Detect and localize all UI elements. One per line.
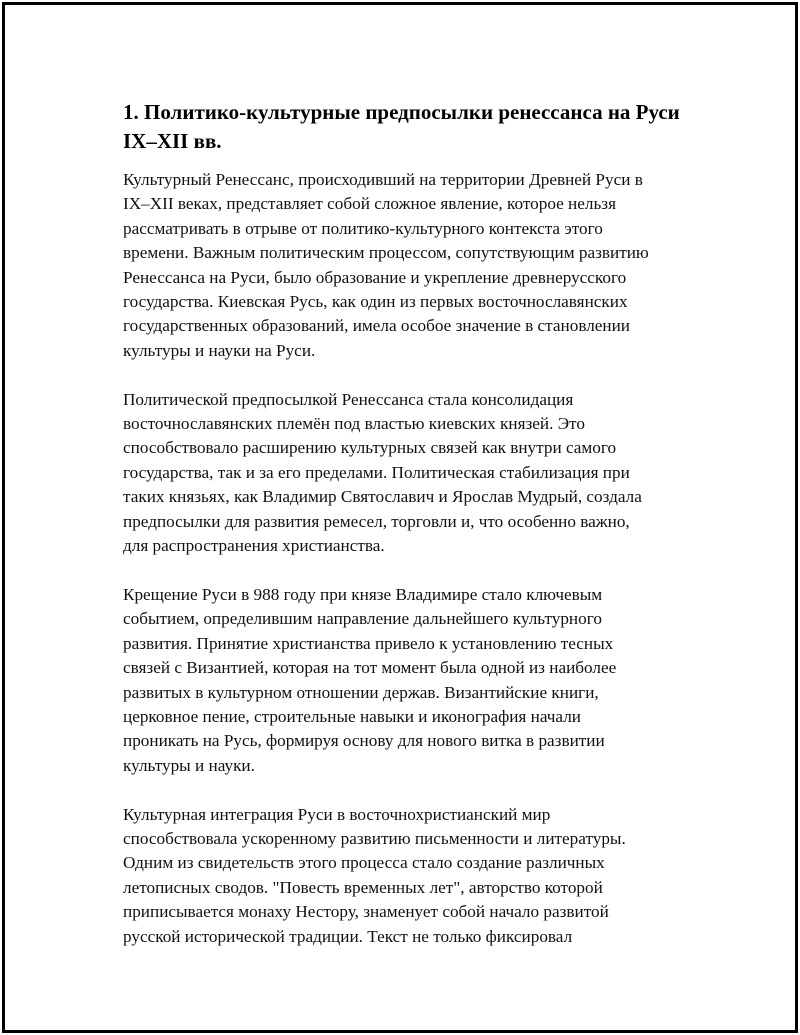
- text-line: Политической предпосылкой Ренессанса стала консолидация: [123, 389, 574, 409]
- paragraph: [123, 583, 693, 778]
- text-line: способствовала ускоренному развитию письменности и литературы.: [123, 828, 626, 848]
- text-line: культуры и науки.: [123, 755, 255, 775]
- heading-line: 1. Политико-культурные предпосылки ренессанса на Руси: [123, 100, 680, 124]
- text-line: проникать на Русь, формируя основу для нового витка в развитии: [123, 731, 605, 751]
- text-line: событием, определившим направление дальнейшего культурного: [123, 609, 602, 629]
- text-line: восточнославянских племён под властью киевских князей. Это: [123, 414, 585, 434]
- page-frame: [2, 2, 798, 1033]
- text-line: IX–XII веках, представляет собой сложное явление, которое нельзя: [123, 194, 616, 214]
- text-line: летописных сводов. "Повесть временных лет", авторство которой: [123, 877, 603, 897]
- text-line: развитых в культурном отношении держав. Византийские книги,: [123, 682, 599, 702]
- text-line: государства, так и за его пределами. Политическая стабилизация при: [123, 462, 630, 482]
- heading-line: IX–XII вв.: [123, 129, 222, 153]
- paragraph: [123, 168, 693, 363]
- text-line: для распространения христианства.: [123, 536, 385, 556]
- text-line: Культурная интеграция Руси в восточнохристианский мир: [123, 804, 551, 824]
- paragraph: [123, 388, 693, 559]
- text-line: культуры и науки на Руси.: [123, 340, 316, 360]
- text-line: таких князьях, как Владимир Святославич и Ярослав Мудрый, создала: [123, 487, 642, 507]
- text-line: предпосылки для развития ремесел, торговли и, что особенно важно,: [123, 511, 630, 531]
- paragraph: [123, 803, 693, 949]
- text-line: Культурный Ренессанс, происходивший на территории Древней Руси в: [123, 170, 643, 189]
- text-line: государства. Киевская Русь, как один из первых восточнославянских: [123, 292, 628, 312]
- text-line: способствовало расширению культурных связей как внутри самого: [123, 438, 617, 458]
- text-line: государственных образований, имела особое значение в становлении: [123, 316, 631, 336]
- text-line: развития. Принятие христианства привело к установлению тесных: [123, 633, 614, 653]
- text-line: Одним из свидетельств этого процесса стало создание различных: [123, 853, 605, 873]
- document-body: [123, 98, 693, 973]
- text-line: Ренессанса на Руси, было образование и укрепление древнерусского: [123, 267, 627, 287]
- section-heading: [123, 98, 693, 156]
- text-line: церковное пение, строительные навыки и иконография начали: [123, 706, 581, 726]
- text-line: связей с Византией, которая на тот момент была одной из наиболее: [123, 658, 617, 678]
- text-line: приписывается монаху Нестору, знаменует собой начало развитой: [123, 902, 609, 922]
- text-line: рассматривать в отрыве от политико-культурного контекста этого: [123, 218, 603, 238]
- text-line: русской исторической традиции. Текст не только фиксировал: [123, 926, 573, 946]
- text-line: Крещение Руси в 988 году при князе Владимире стало ключевым: [123, 584, 603, 604]
- text-line: времени. Важным политическим процессом, сопутствующим развитию: [123, 243, 649, 263]
